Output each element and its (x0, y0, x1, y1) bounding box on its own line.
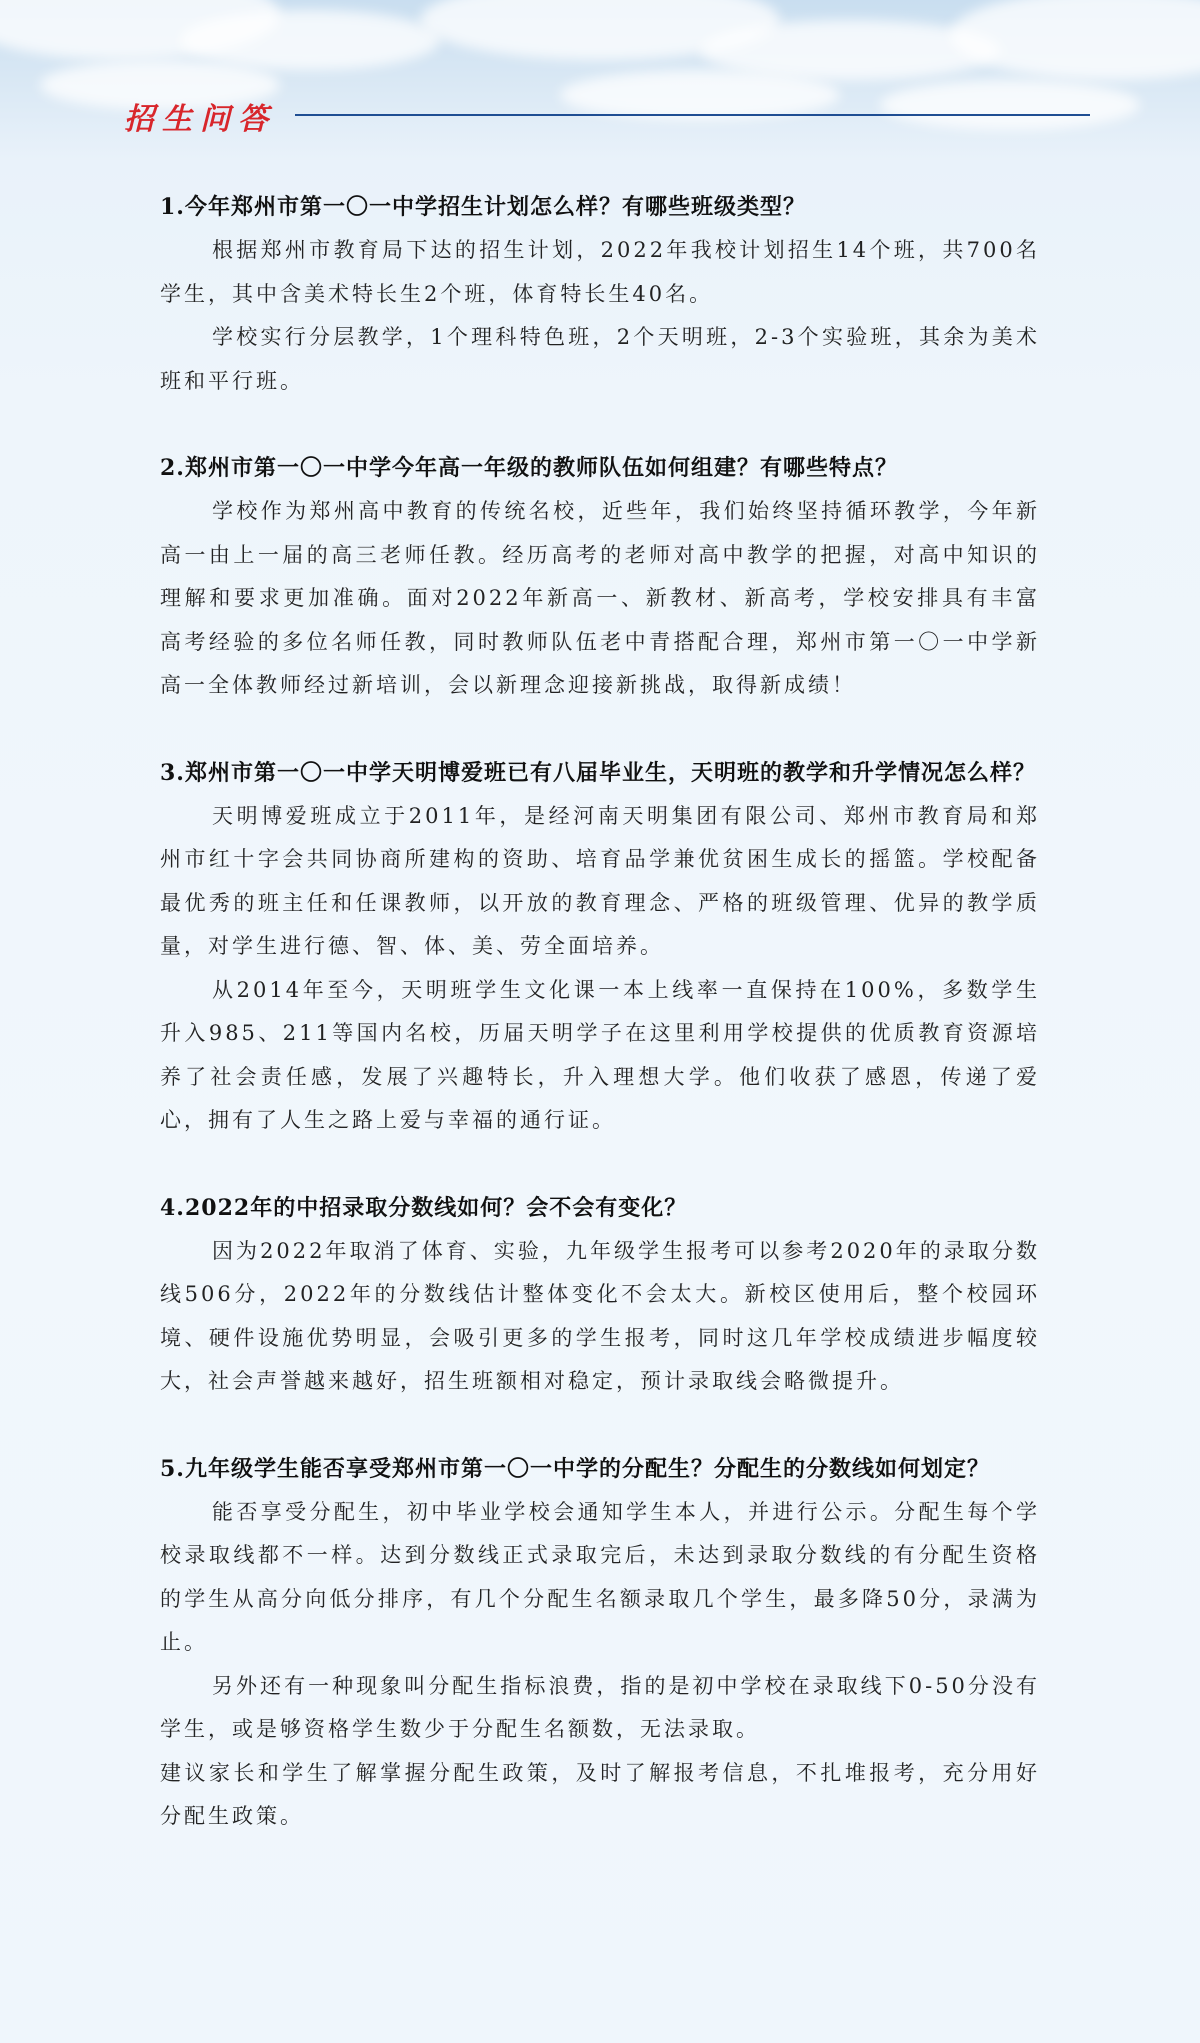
answer-3-paragraph-2: 从2014年至今，天明班学生文化课一本上线率一直保持在100%，多数学生升入985、211等国内名校，历届天明学子在这里利用学校提供的优质教育资源培养了社会责任感，发展了兴趣特长，升入理想大学。他们收获了感恩，传递了爱心，拥有了人生之路上爱与幸福的通行证。 (160, 977, 1040, 1132)
question-1: 1.今年郑州市第一〇一中学招生计划怎么样？有哪些班级类型？ (160, 194, 806, 220)
question-3: 3.郑州市第一〇一中学天明博爱班已有八届毕业生，天明班的教学和升学情况怎么样？ (160, 759, 1036, 786)
qa-item-3 (160, 752, 1040, 1143)
qa-item-5 (160, 1448, 1040, 1839)
qa-content (160, 186, 1040, 1883)
answer-3-paragraph-1: 天明博爱班成立于2011年，是经河南天明集团有限公司、郑州市教育局和郑州市红十字会共同协商所建构的资助、培育品学兼优贫困生成长的摇篮。学校配备最优秀的班主任和任课教师，以开放的教育理念、严格的班级管理、优异的教学质量，对学生进行德、智、体、美、劳全面培养。 (160, 803, 1040, 958)
page-title: 招生问答 (124, 102, 276, 137)
answer-2-paragraph-1: 学校作为郑州高中教育的传统名校，近些年，我们始终坚持循环教学，今年新高一由上一届的高三老师任教。经历高考的老师对高中教学的把握，对高中知识的理解和要求更加准确。面对2022年新高一、新教材、新高考，学校安排具有丰富高考经验的多位名师任教，同时教师队伍老中青搭配合理，郑州市第一〇一中学新高一全体教师经过新培训，会以新理念迎接新挑战，取得新成绩！ (160, 499, 1040, 697)
question-4: 4.2022年的中招录取分数线如何？会不会有变化？ (160, 1194, 688, 1221)
answer-4-paragraph-1: 因为2022年取消了体育、实验，九年级学生报考可以参考2020年的录取分数线506分，2022年的分数线估计整体变化不会太大。新校区使用后，整个校园环境、硬件设施优势明显，会吸引更多的学生报考，同时这几年学校成绩进步幅度较大，社会声誉越来越好，招生班额相对稳定，预计录取线会略微提升。 (160, 1238, 1040, 1393)
qa-item-1 (160, 186, 1040, 403)
answer-1-paragraph-2: 学校实行分层教学，1个理科特色班，2个天明班，2-3个实验班，其余为美术班和平行班。 (160, 325, 1040, 393)
answer-1-paragraph-1: 根据郑州市教育局下达的招生计划，2022年我校计划招生14个班，共700名学生，其中含美术特长生2个班，体育特长生40名。 (160, 238, 1040, 306)
section-header (120, 88, 1090, 148)
qa-item-4 (160, 1187, 1040, 1404)
answer-5-paragraph-1: 能否享受分配生，初中毕业学校会通知学生本人，并进行公示。分配生每个学校录取线都不一样。达到分数线正式录取完后，未达到录取分数线的有分配生资格的学生从高分向低分排序，有几个分配生名额录取几个学生，最多降50分，录满为止。 (160, 1499, 1040, 1654)
question-2: 2.郑州市第一〇一中学今年高一年级的教师队伍如何组建？有哪些特点？ (160, 455, 898, 481)
header-divider (295, 114, 1090, 116)
answer-5-closing: 建议家长和学生了解掌握分配生政策，及时了解报考信息，不扎堆报考，充分用好分配生政策。 (160, 1760, 1040, 1828)
question-5: 5.九年级学生能否享受郑州市第一〇一中学的分配生？分配生的分数线如何划定？ (160, 1455, 990, 1482)
qa-item-2 (160, 447, 1040, 708)
answer-5-paragraph-2: 另外还有一种现象叫分配生指标浪费，指的是初中学校在录取线下0-50分没有学生，或是够资格学生数少于分配生名额数，无法录取。 (160, 1673, 1040, 1741)
